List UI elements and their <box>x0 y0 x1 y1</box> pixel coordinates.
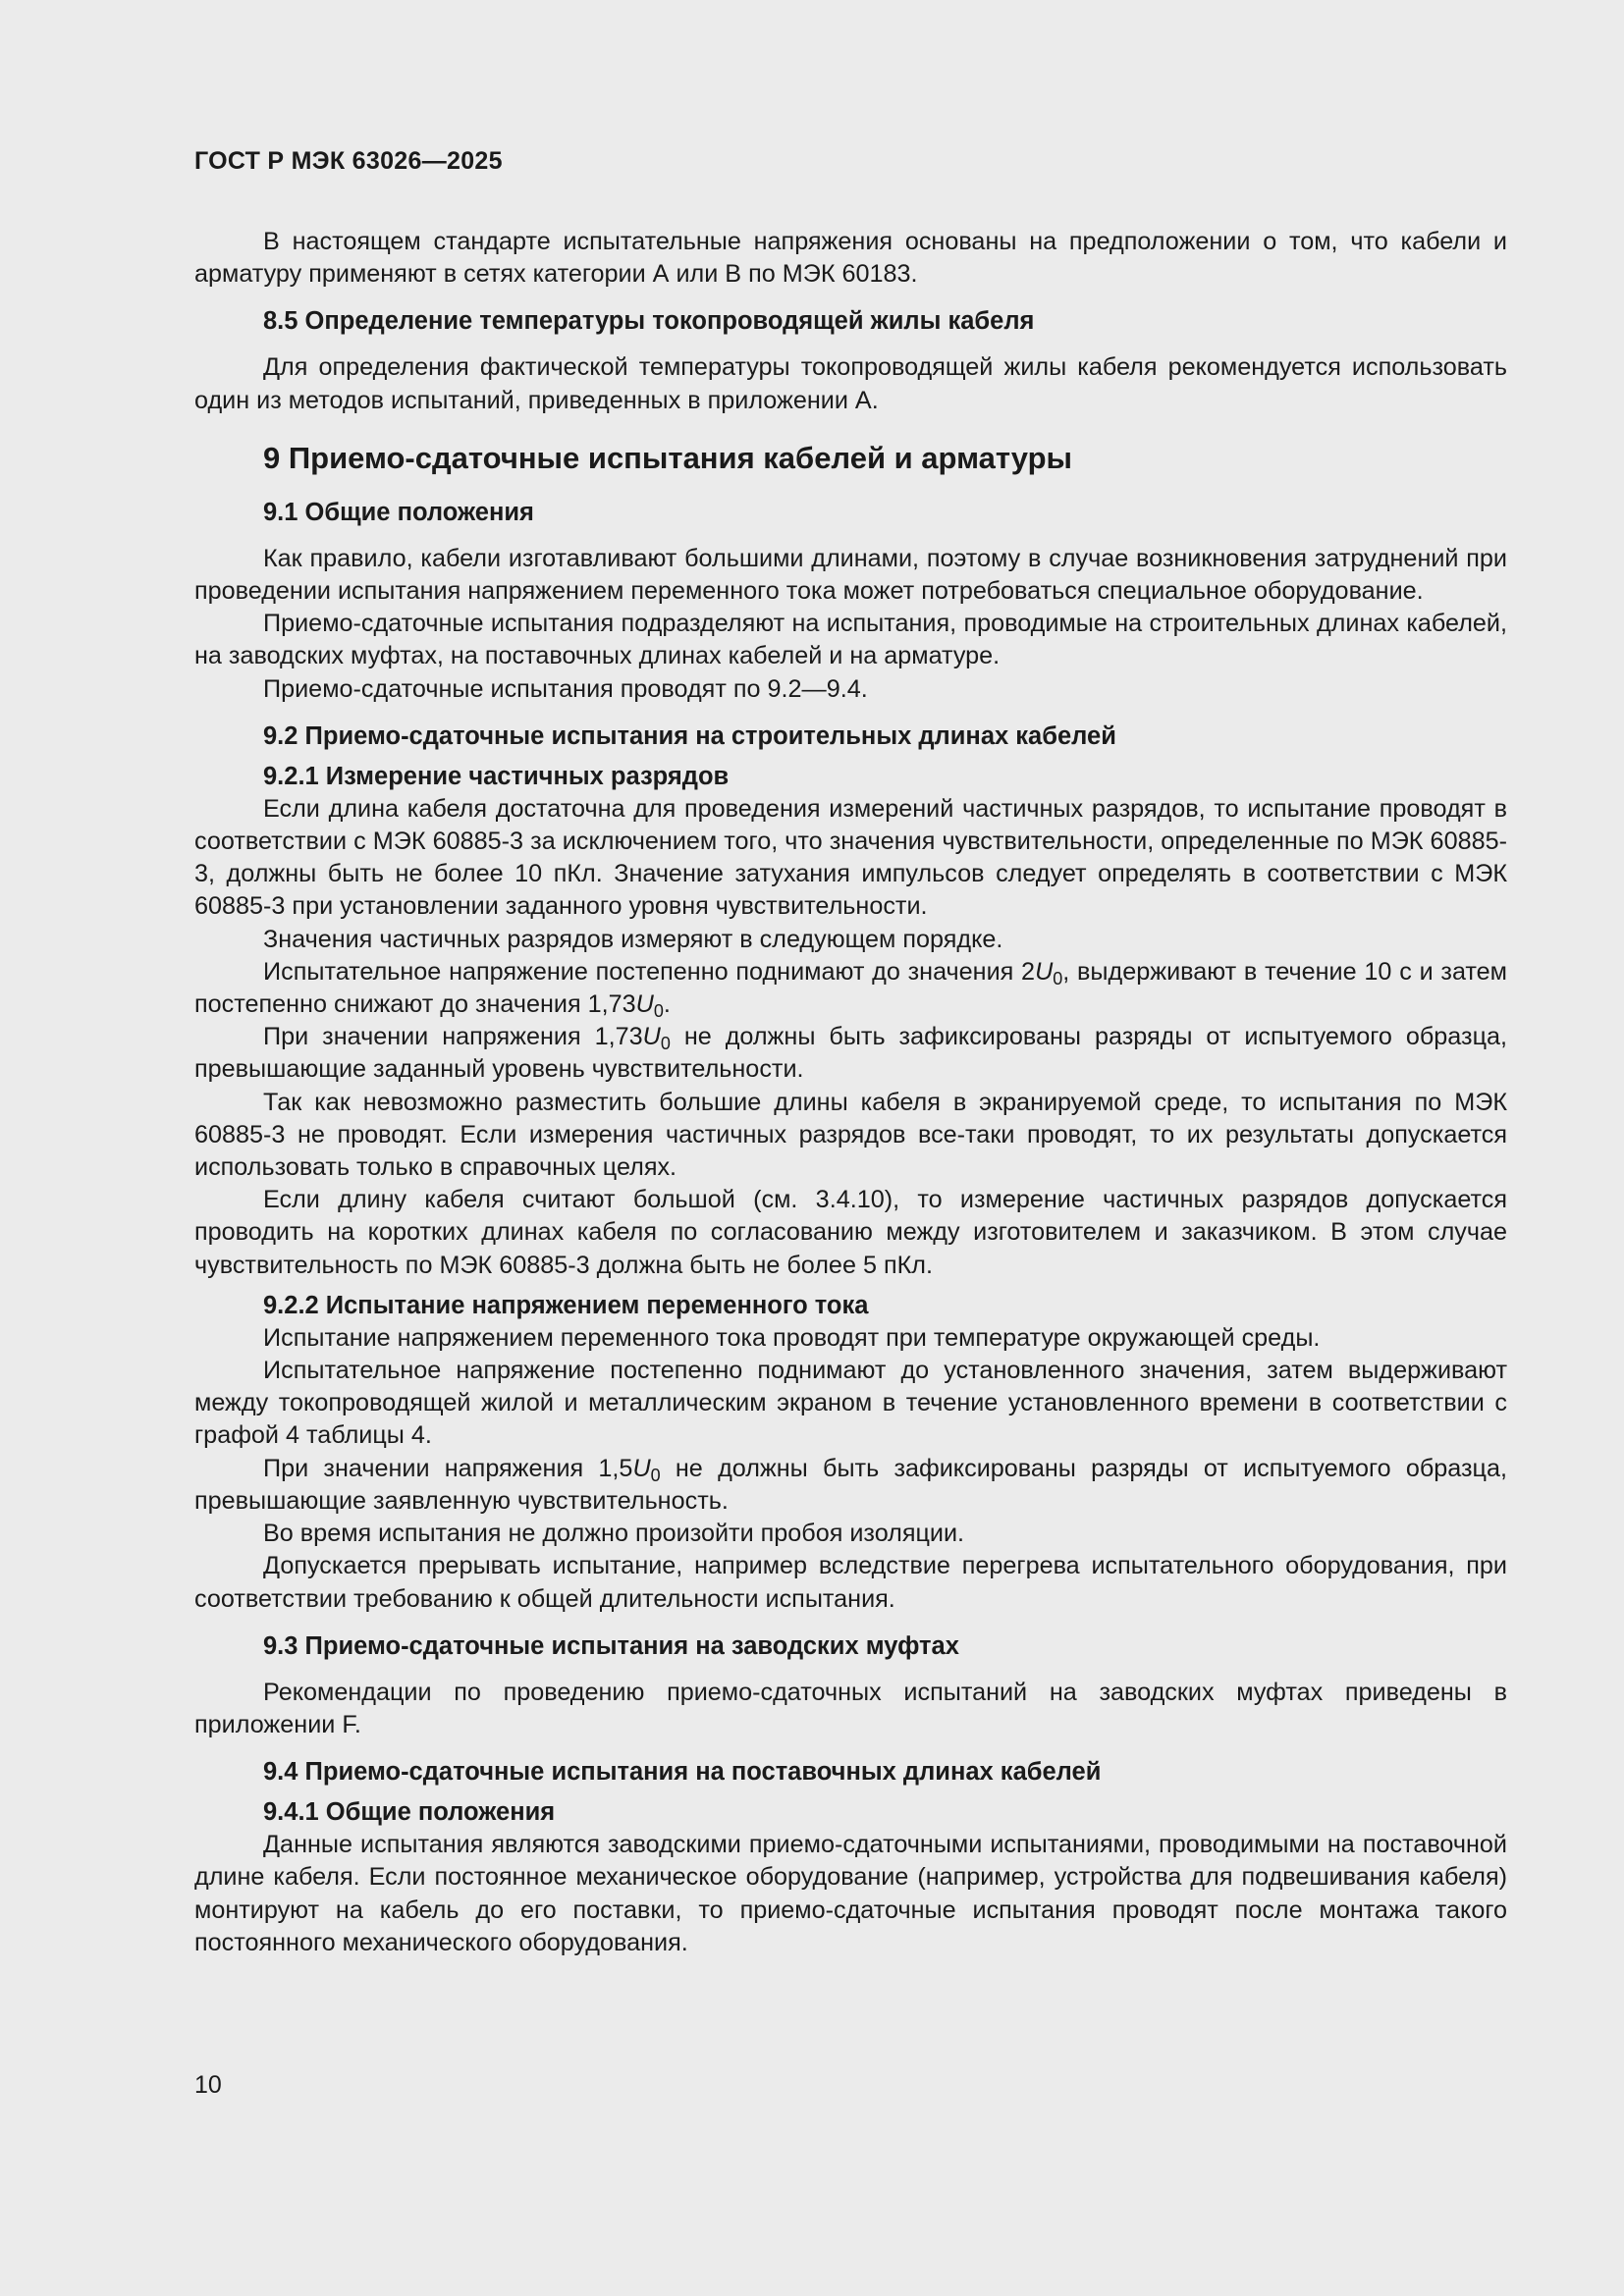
section-heading: 9 Приемо-сдаточные испытания кабелей и арматуры <box>263 440 1073 475</box>
italic-symbol: U <box>1035 957 1054 986</box>
paragraph: Данные испытания являются заводскими приемо-сдаточными испытаниями, проводимыми на поставочной длине кабеля. Если постоянное механическое оборудование (например, устройства для подвешивания кабеля) монтируют на кабель до его поставки, то приемо-сдаточные испытания проводят после монтажа такого постоянного механического оборудования. <box>194 1831 1507 1956</box>
document-body <box>194 226 1507 1959</box>
document-header: ГОСТ Р МЭК 63026—2025 <box>194 147 503 175</box>
text-run: , выдерживают в течение 10 с и затем постепенно снижают до значения 1,73 <box>194 957 1507 1019</box>
text-run: не должны быть зафиксированы разряды от испытуемого образца, превышающие заявленную чувствительность. <box>194 1454 1507 1515</box>
page-number: 10 <box>194 2071 222 2099</box>
italic-symbol: U <box>642 1023 661 1051</box>
subsection-heading: 9.2 Приемо-сдаточные испытания на строительных длинах кабелей <box>263 721 1116 750</box>
text-run: . <box>663 990 671 1019</box>
subsection-heading: 9.1 Общие положения <box>263 498 534 526</box>
paragraph: Допускается прерывать испытание, например вследствие перегрева испытательного оборудования, при соответствии требованию к общей длительности испытания. <box>194 1552 1507 1613</box>
text-run: При значении напряжения 1,5 <box>263 1454 633 1482</box>
paragraph: Так как невозможно разместить большие длины кабеля в экранируемой среде, то испытания по МЭК 60885-3 не проводят. Если измерения частичных разрядов все-таки проводят, то их результаты допускается использовать только в справочных целях. <box>194 1088 1507 1182</box>
subsection-heading: 8.5 Определение температуры токопроводящей жилы кабеля <box>263 307 1035 336</box>
paragraph: В настоящем стандарте испытательные напряжения основаны на предположении о том, что кабели и арматуру применяют в сетях категории А или В по МЭК 60183. <box>194 228 1507 289</box>
text-run: Испытательное напряжение постепенно поднимают до значения 2 <box>263 957 1036 986</box>
clause-heading: 9.2.2 Испытание напряжением переменного тока <box>263 1291 869 1319</box>
paragraph: Как правило, кабели изготавливают большими длинами, поэтому в случае возникновения затруднений при проведении испытания напряжением переменного тока может потребоваться специальное оборудование. <box>194 544 1507 606</box>
paragraph: Приемо-сдаточные испытания проводят по 9.2—9.4. <box>263 674 868 703</box>
paragraph: Если длину кабеля считают большой (см. 3.4.10), то измерение частичных разрядов допускается проводить на коротких длинах кабеля по согласованию между изготовителем и заказчиком. В этом случае чувствительность по МЭК 60885-3 должна быть не более 5 пКл. <box>194 1186 1507 1279</box>
paragraph: Значения частичных разрядов измеряют в следующем порядке. <box>263 925 1003 953</box>
text-run: не должны быть зафиксированы разряды от испытуемого образца, превышающие заданный уровень чувствительности. <box>194 1023 1507 1084</box>
subscript: 0 <box>650 1465 661 1485</box>
paragraph: Для определения фактической температуры токопроводящей жилы кабеля рекомендуется использовать один из методов испытаний, приведенных в приложении А. <box>194 353 1507 414</box>
subscript: 0 <box>660 1034 671 1054</box>
paragraph: Приемо-сдаточные испытания подразделяют на испытания, проводимые на строительных длинах кабелей, на заводских муфтах, на поставочных длинах кабелей и на арматуре. <box>194 610 1507 670</box>
paragraph: Во время испытания не должно произойти пробоя изоляции. <box>263 1520 965 1548</box>
paragraph <box>194 956 1507 1021</box>
paragraph: Если длина кабеля достаточна для проведения измерений частичных разрядов, то испытание проводят в соответствии с МЭК 60885-3 за исключением того, что значения чувствительности, определенные по МЭК 60885-3, должны быть не более 10 пКл. Значение затухания импульсов следует определять в соответствии с МЭК 60885-3 при установлении заданного уровня чувствительности. <box>194 794 1507 921</box>
subsection-heading: 9.3 Приемо-сдаточные испытания на заводских муфтах <box>263 1631 959 1660</box>
clause-heading: 9.2.1 Измерение частичных разрядов <box>263 762 730 790</box>
subscript: 0 <box>1053 968 1063 988</box>
text-run: При значении напряжения 1,73 <box>263 1023 643 1051</box>
italic-symbol: U <box>632 1454 651 1482</box>
paragraph: Рекомендации по проведению приемо-сдаточных испытаний на заводских муфтах приведены в приложении F. <box>194 1678 1507 1738</box>
subsection-heading: 9.4 Приемо-сдаточные испытания на поставочных длинах кабелей <box>263 1758 1102 1787</box>
paragraph: Испытательное напряжение постепенно поднимают до установленного значения, затем выдерживают между токопроводящей жилой и металлическим экраном в течение установленного времени в соответствии с графой 4 таблицы 4. <box>194 1357 1507 1450</box>
paragraph <box>194 1453 1507 1518</box>
paragraph: Испытание напряжением переменного тока проводят при температуре окружающей среды. <box>263 1323 1321 1352</box>
subscript: 0 <box>653 1001 664 1022</box>
clause-heading: 9.4.1 Общие положения <box>263 1798 556 1827</box>
paragraph <box>194 1021 1507 1086</box>
italic-symbol: U <box>635 990 654 1019</box>
